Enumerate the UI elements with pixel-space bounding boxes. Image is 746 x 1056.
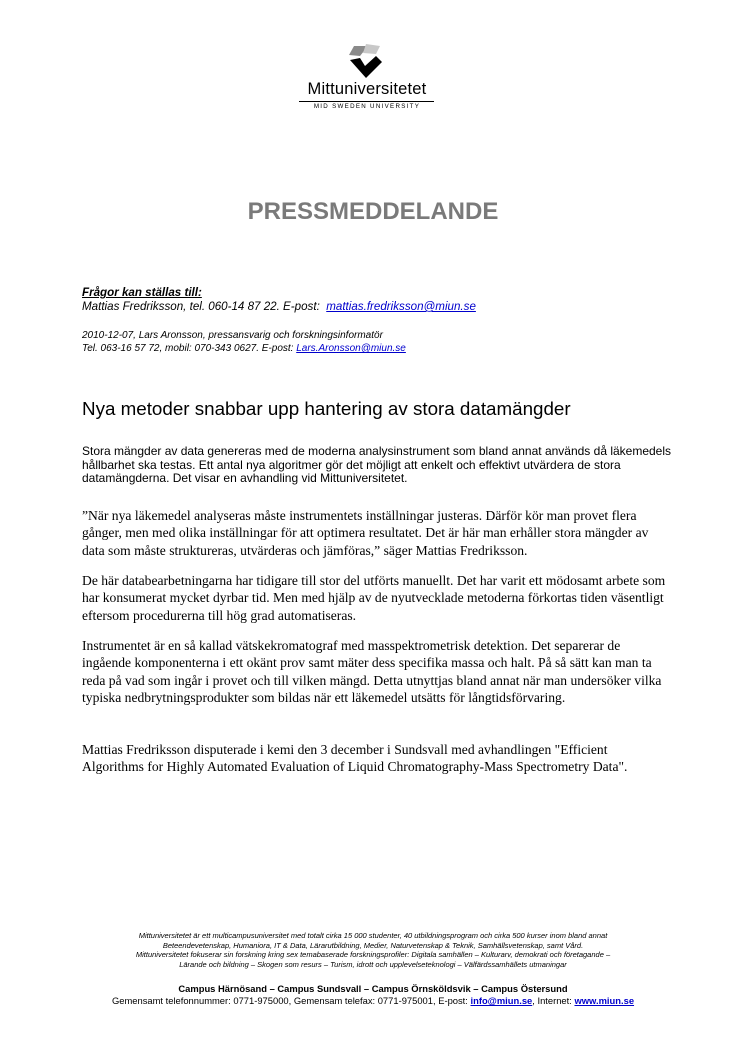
footer-desc-line: Mittuniversitetet är ett multicampusuniversitet med totalt cirka 15 000 studenter, 40 utbildningsprogram och cirka 500 kurser inom bland annat [138, 931, 608, 940]
university-subtitle: MID SWEDEN UNIVERSITY [313, 103, 421, 110]
university-name: Mittuniversitetet [307, 80, 427, 98]
footer-description [70, 931, 676, 969]
news-title: Nya metoder snabbar upp hantering av stora datamängder [82, 398, 571, 419]
footer-contact-text: Gemensamt telefonnummer: 0771-975000, Gemensam telefax: 0771-975001, E-post: [111, 995, 471, 1006]
body-paragraph: Instrumentet är en så kallad vätskekromatograf med masspektrometrisk detektion. Det separerar de ingående komponenterna i ett okänt prov samt mäter dess specifika massa och halt. På så sätt kan man ta reda på vad som ingår i provet och till vilken mängd. Detta utnyttjas bland annat när man undersöker vilka typiska nedbrytningsprodukter som bildas när ett läkemedel utsätts för långtidsförvaring. [82, 638, 662, 706]
body-paragraph: Mattias Fredriksson disputerade i kemi den 3 december i Sundsvall med avhandlingen "Efficient Algorithms for Highly Automated Evaluation of Liquid Chromatography-Mass Spectrometry Data". [82, 742, 628, 775]
contact-text: Mattias Fredriksson, tel. 060-14 87 22. E-post: [82, 300, 327, 313]
contact-heading: Frågor kan ställas till: [82, 286, 202, 299]
contact-line [82, 300, 476, 313]
info-date-line: 2010-12-07, Lars Aronsson, pressansvarig och forskningsinformatör [82, 330, 383, 341]
footer-internet-label: , Internet: [532, 995, 575, 1006]
footer-contact [0, 995, 746, 1006]
body-paragraph: ”När nya läkemedel analyseras måste instrumentets inställningar justeras. Därför kör man provet flera gånger, men med olika inställningar för att optimera resultatet. Det är här man erhåller stora mängder av data som måste struktureras, utvärderas och jämföras,” säger Mattias Fredriksson. [82, 508, 649, 558]
contact-email-link[interactable]: mattias.fredriksson@miun.se [326, 300, 476, 313]
logo-divider [299, 101, 434, 102]
footer-desc-line: Mittuniversitetet fokuserar sin forskning kring sex temabaserade forskningsprofiler: Digitala samhällen – Kulturarv, demokrati och företagande – [135, 950, 611, 960]
footer-web-link[interactable]: www.miun.se [574, 995, 635, 1006]
info-email-link[interactable]: Lars.Aronsson@miun.se [296, 343, 406, 354]
lead-paragraph: Stora mängder av data genereras med de moderna analysinstrument som bland annat används då läkemedels hållbarhet ska testas. Ett antal nya algoritmer gör det möjligt att enkelt och effektivt utvärdera de stora datamängderna. Det visar en avhandling vid Mittuniversitetet. [82, 444, 672, 486]
footer-desc-line: Lärande och bildning – Skogen som resurs – Turism, idrott och upplevelseteknologi – Välfärdssamhällets utmaningar [179, 959, 567, 969]
info-phone-text: Tel. 063-16 57 72, mobil: 070-343 0627. E-post: [82, 343, 297, 354]
footer-desc-line: Beteendevetenskap, Humaniora, IT & Data, Lärarutbildning, Medier, Naturvetenskap & Teknik, Samhällsvetenskap, samt Vård. [162, 940, 584, 950]
body-paragraph: De här databearbetningarna har tidigare till stor del utförts manuellt. Det har varit ett mödosamt arbete som har konsumerat mycket dyrbar tid. Men med hjälp av de nyutvecklade metoderna förkortas tiden väsentligt eftersom procedurerna till hög grad automatiseras. [82, 573, 666, 623]
press-release-heading: PRESSMEDDELANDE [247, 198, 499, 225]
footer-email-link[interactable]: info@miun.se [470, 995, 533, 1006]
info-phone-line [82, 343, 406, 354]
footer-campus-list: Campus Härnösand – Campus Sundsvall – Campus Örnsköldsvik – Campus Östersund [178, 983, 568, 994]
university-logo-icon [346, 42, 386, 82]
